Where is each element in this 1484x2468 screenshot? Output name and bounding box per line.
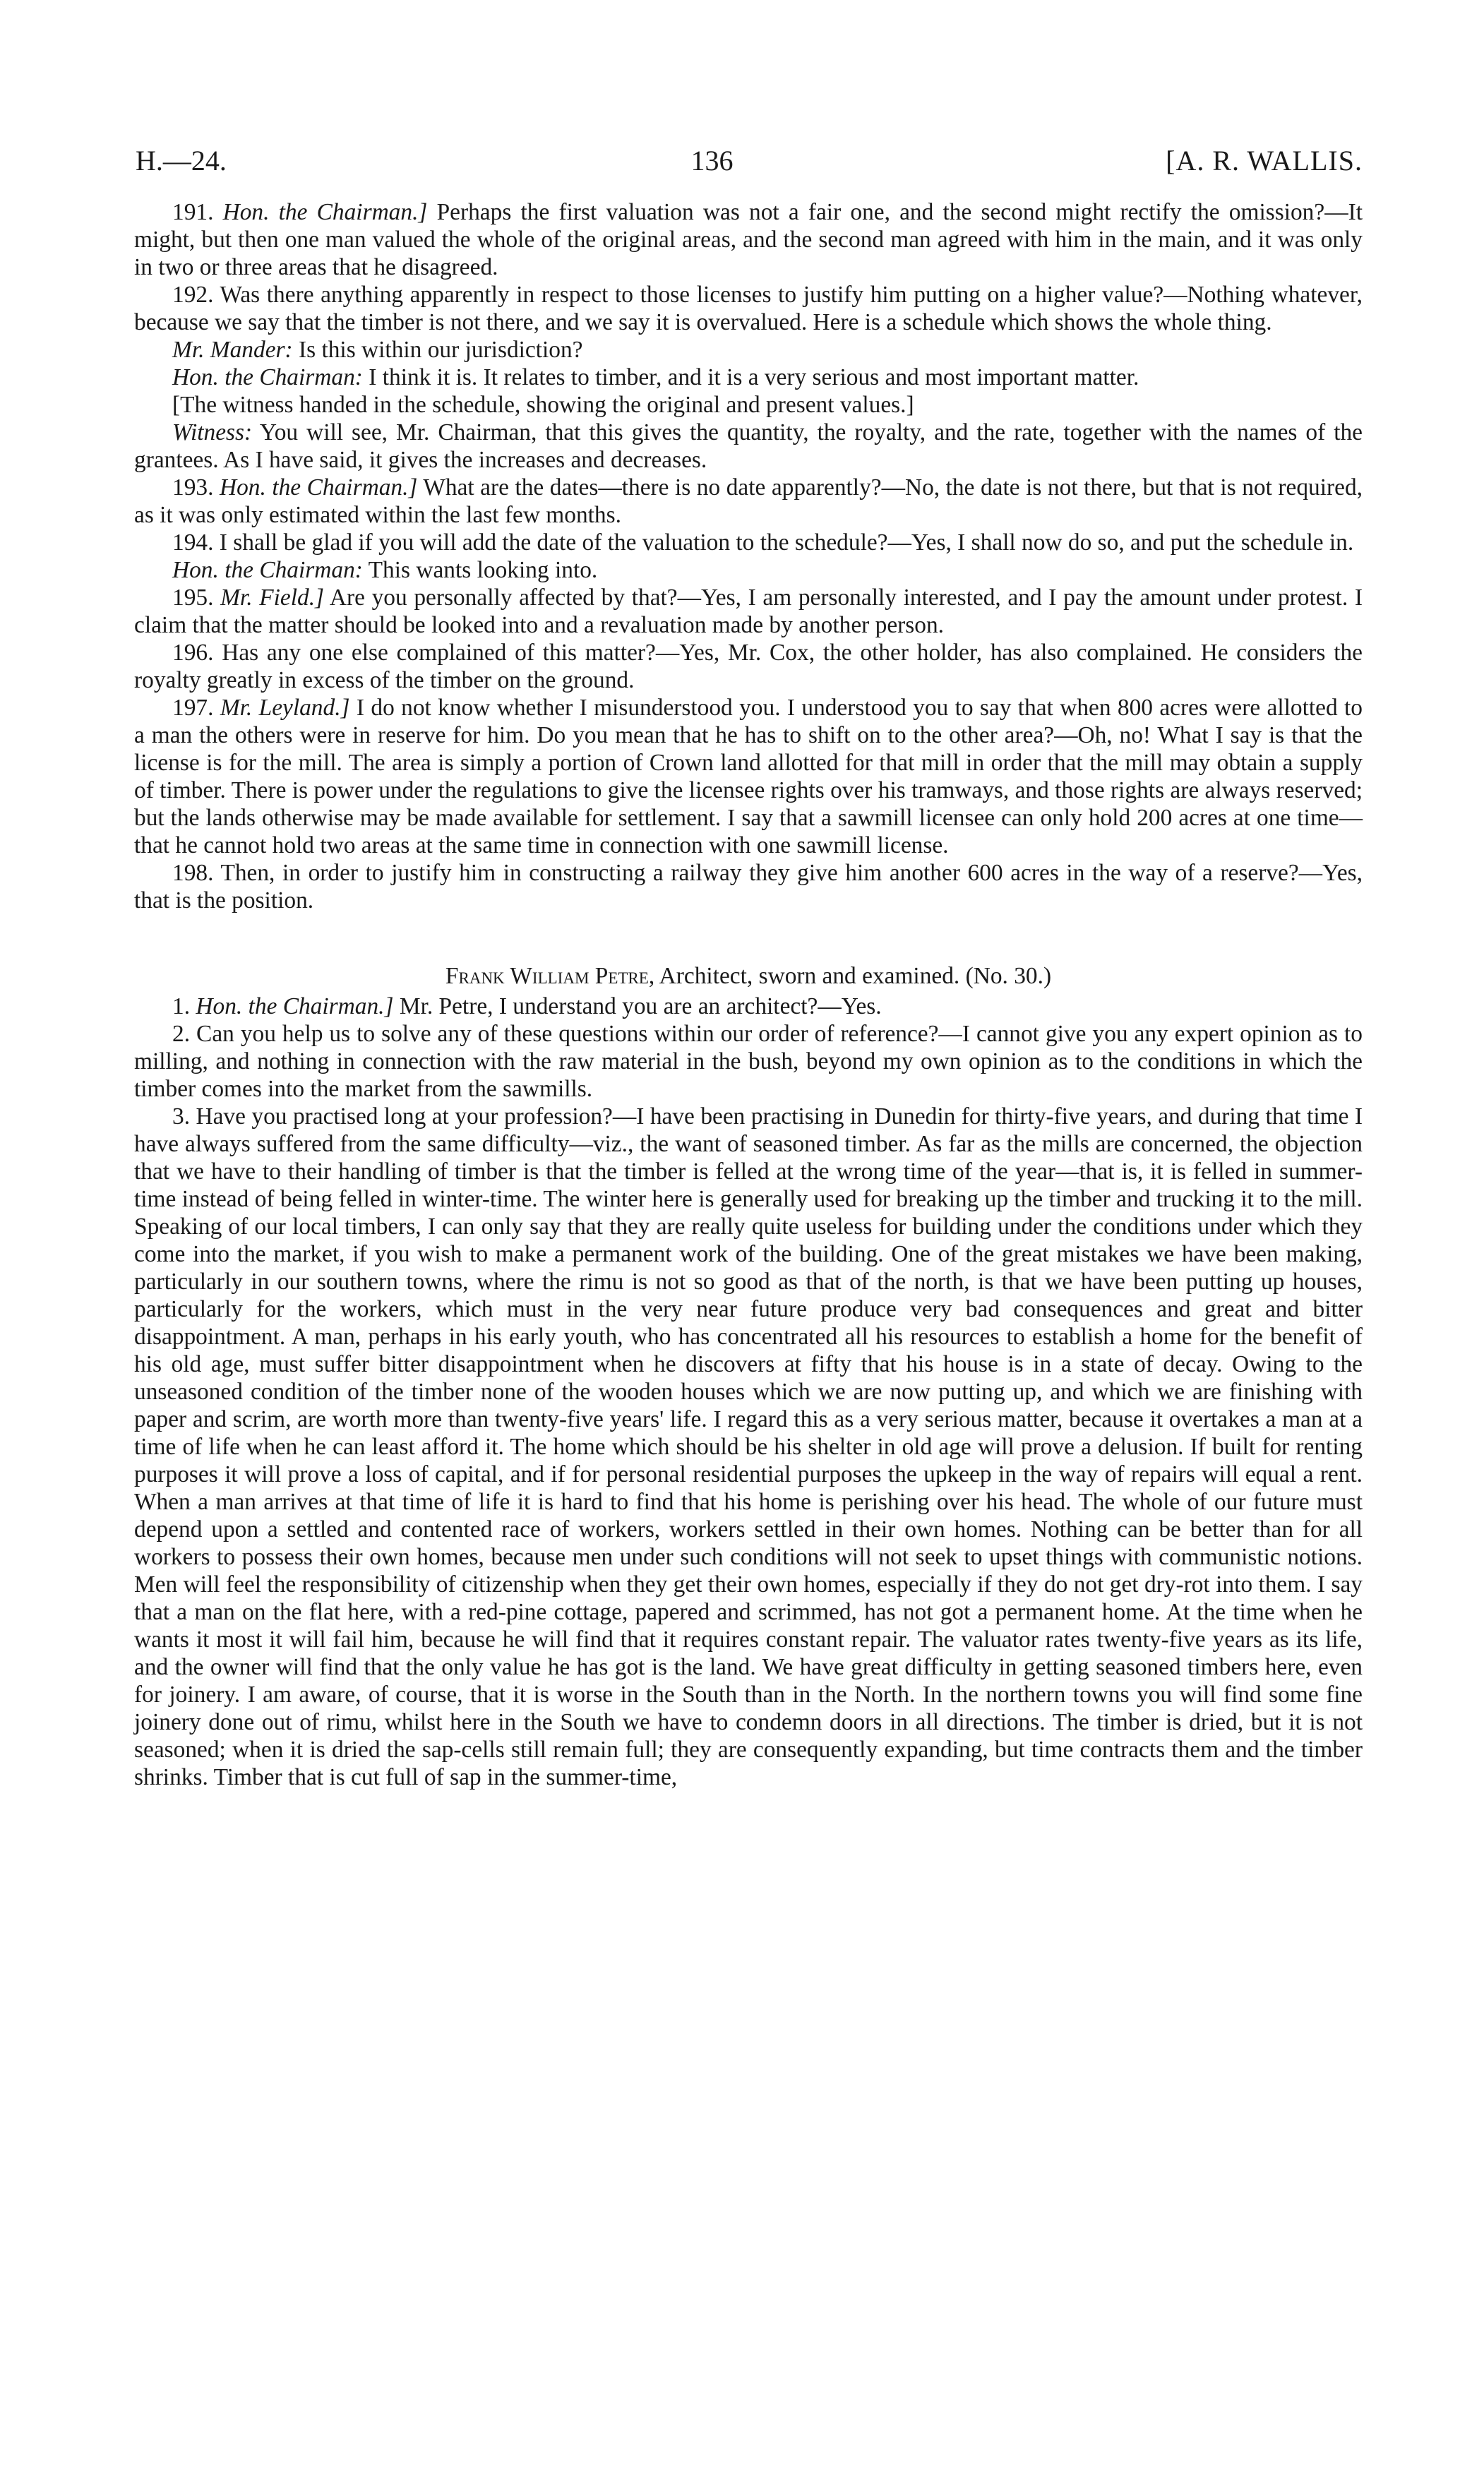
question-paragraph: 195. Mr. Field.] Are you personally affected by that?—Yes, I am personally interested, and I pay the amount under protest. I claim that the matter should be looked into and a revaluation made by another person. xyxy=(134,585,1363,638)
question-paragraph: 192. Was there anything apparently in respect to those licenses to justify him putting on a higher value?—Nothing whatever, because we say that the timber is not there, and we say it is overvalued. Here is a schedule which shows the whole thing. xyxy=(134,282,1363,335)
question-paragraph: 193. Hon. the Chairman.] What are the dates—there is no date apparently?—No, the date is not there, but that is not required, as it was only estimated within the last few months. xyxy=(134,474,1363,528)
speaker: Witness: xyxy=(172,419,253,445)
witness-heading-name: Frank William Petre xyxy=(445,963,649,989)
paper-code: H.—24. xyxy=(136,145,227,176)
speaker: Hon. the Chairman.] xyxy=(219,474,418,501)
page-header xyxy=(134,145,1363,177)
remark-paragraph: Mr. Mander: Is this within our jurisdiction? xyxy=(172,337,583,363)
question-paragraph: 3. Have you practised long at your profession?—I have been practising in Dunedin for thirty-five years, and during that time I have always suffered from the same difficulty—viz., the want of seasoned timber. As far as the mills are concerned, the objection that we have to their handling of timber is that the timber is felled at the wrong time of the year—that is, it is felled in summer-time instead of being felled in winter-time. The winter here is generally used for breaking up the timber and trucking it to the mill. Speaking of our local timbers, I can only say that they are really quite useless for building under the conditions under which they come into the market, if you wish to make a permanent work of the building. One of the great mistakes we have been making, particularly in our southern towns, where the rimu is not so good as that of the north, is that we have been putting up houses, particularly for the workers, which must in the very near future produce very bad consequences and great and bitter disappointment. A man, perhaps in his early youth, who has concentrated all his resources to establish a home for the benefit of his old age, must suffer bitter disappointment when he discovers at fifty that his house is in a state of decay. Owing to the unseasoned condition of the timber none of the wooden houses which we are now putting up, and which we are finishing with paper and scrim, are worth more than twenty-five years' life. I regard this as a very serious matter, because it overtakes a man at a time of life when he can least afford it. The home which should be his shelter in old age will prove a delusion. If built for renting purposes it will prove a loss of capital, and if for personal residential purposes the upkeep in the way of repairs will equal a rent. When a man arrives at that time of life it is hard to find that his home is perishing over his head. The whole of our future must depend upon a settled and contented race of workers, workers settled in their own homes. Nothing can be better than for all workers to possess their own homes, because men under such conditions will not seek to upset things with communistic notions. Men will feel the responsibility of citizenship when they get their own homes, especially if they do not get dry-rot into them. I say that a man on the flat here, with a red-pine cottage, papered and scrimmed, has not got a permanent home. At the time when he wants it most it will fail him, because he will find that it requires constant repair. The valuator rates twenty-five years as its life, and the owner will find that the only value he has got is the land. We have great difficulty in getting seasoned timbers here, even for joinery. I am aware, of course, that it is worse in the South than in the North. In the northern towns you will find some fine joinery done out of rimu, whilst here in the South we have to condemn doors in all directions. The timber is dried, but it is not seasoned; when it is dried the sap-cells still remain full; they are consequently expanding, but time contracts them and the timber shrinks. Timber that is cut full of sap in the summer-time, xyxy=(134,1103,1363,1790)
witness-heading xyxy=(134,962,1363,990)
page-number: 136 xyxy=(690,145,734,176)
speaker: Mr. Field.] xyxy=(220,585,325,611)
question-paragraph: 197. Mr. Leyland.] I do not know whether I misunderstood you. I understood you to say that when 800 acres were allotted to a man the others were in reserve for him. Do you mean that he has to shift on to the other area?—Oh, no! What I say is that the license is for the mill. The area is simply a portion of Crown land allotted for that mill in order that the mill may obtain a supply of timber. There is power under the regulations to give the licensee rights over his tramways, and those rights are always reserved; but the lands otherwise may be made available for settlement. I say that a sawmill licensee can only hold 200 acres at one time—that he cannot hold two areas at the same time in connection with one sawmill license. xyxy=(134,695,1363,858)
question-paragraph: 194. I shall be glad if you will add the date of the valuation to the schedule?—Yes, I shall now do so, and put the schedule in. xyxy=(172,529,1354,556)
speaker: Mr. Mander: xyxy=(172,337,293,363)
question-paragraph: 1. Hon. the Chairman.] Mr. Petre, I understand you are an architect?—Yes. xyxy=(172,993,882,1019)
speaker: Hon. the Chairman: xyxy=(172,557,363,583)
remark-paragraph: Hon. the Chairman: I think it is. It relates to timber, and it is a very serious and most important matter. xyxy=(172,364,1139,390)
speaker: Hon. the Chairman.] xyxy=(222,199,428,225)
question-paragraph: 198. Then, in order to justify him in constructing a railway they give him another 600 acres in the way of a reserve?—Yes, that is the position. xyxy=(134,860,1363,913)
speaker: Hon. the Chairman.] xyxy=(196,993,394,1019)
remark-paragraph: Hon. the Chairman: This wants looking into. xyxy=(172,557,598,583)
remark-paragraph: Witness: You will see, Mr. Chairman, that this gives the quantity, the royalty, and the rate, together with the names of the grantees. As I have said, it gives the increases and decreases. xyxy=(134,419,1363,473)
witness-name: [A. R. WALLIS. xyxy=(1166,145,1363,176)
witness-heading-rest: , Architect, sworn and examined. (No. 30.) xyxy=(648,963,1052,989)
question-paragraph: 191. Hon. the Chairman.] Perhaps the first valuation was not a fair one, and the second might rectify the omission?—It might, but then one man valued the whole of the original areas, and the second man agreed with him in the main, and it was only in two or three areas that he disagreed. xyxy=(134,199,1363,280)
stage-direction: [The witness handed in the schedule, showing the original and present values.] xyxy=(172,392,914,418)
document-page xyxy=(134,145,1363,1791)
question-paragraph: 2. Can you help us to solve any of these questions within our order of reference?—I cannot give you any expert opinion as to milling, and nothing in connection with the raw material in the bush, beyond my own opinion as to the conditions in which the timber comes into the market from the sawmills. xyxy=(134,1021,1363,1102)
speaker: Hon. the Chairman: xyxy=(172,364,363,390)
speaker: Mr. Leyland.] xyxy=(220,695,350,721)
question-paragraph: 196. Has any one else complained of this matter?—Yes, Mr. Cox, the other holder, has also complained. He considers the royalty greatly in excess of the timber on the ground. xyxy=(134,640,1363,693)
